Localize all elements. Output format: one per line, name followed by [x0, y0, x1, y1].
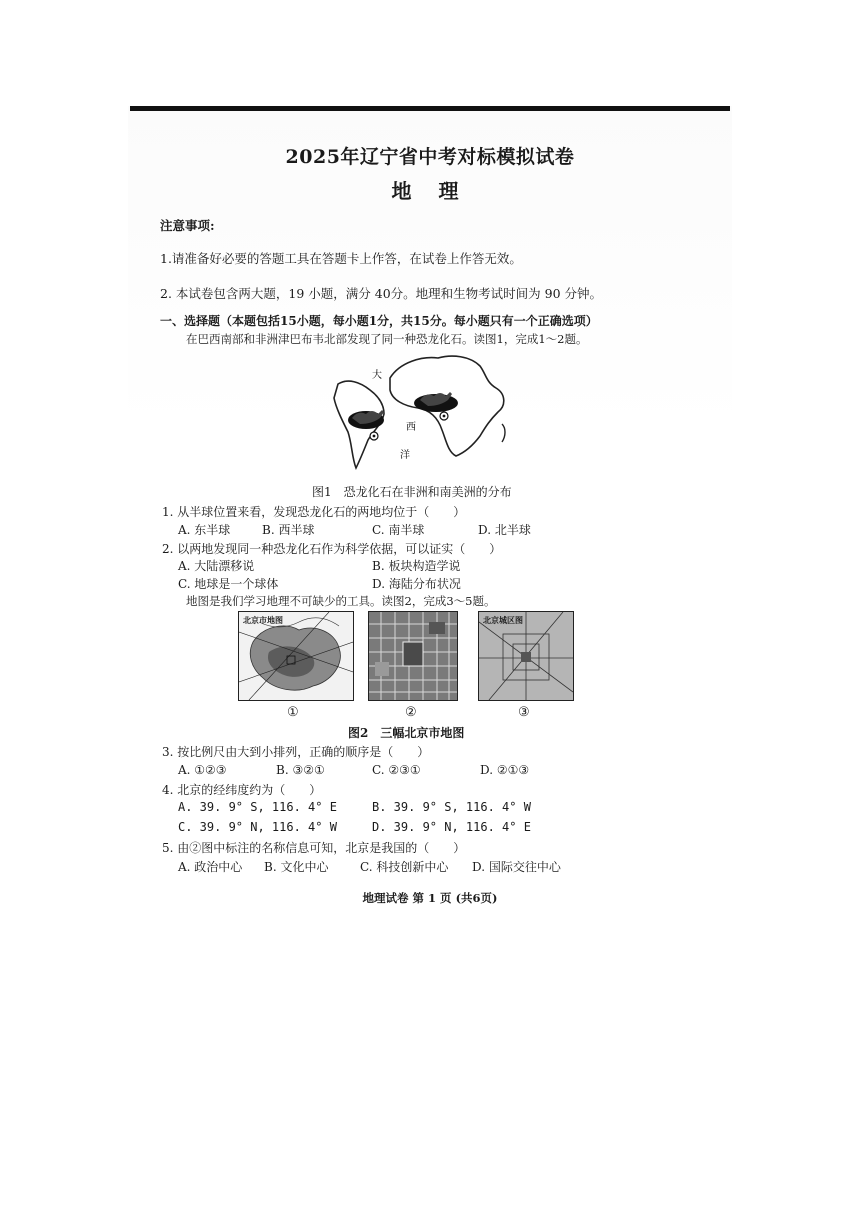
option-b[interactable]: B. 39. 9° S, 116. 4° W: [372, 800, 531, 814]
option-d[interactable]: D. ②①③: [480, 763, 530, 777]
option-a[interactable]: A. 政治中心: [178, 860, 243, 874]
question-5-stem: 5. 由②图中标注的名称信息可知，北京是我国的（ ）: [162, 841, 466, 855]
option-d[interactable]: D. 北半球: [478, 523, 531, 537]
option-a[interactable]: A. ①②③: [178, 763, 227, 777]
figure1-caption: 图1 恐龙化石在非洲和南美洲的分布: [312, 485, 512, 499]
map-3-title: 北京城区图: [483, 615, 523, 625]
map-2-number: ②: [405, 705, 417, 720]
notice-item-1: 1.请准备好必要的答题工具在答题卡上作答，在试卷上作答无效。: [160, 251, 522, 266]
option-b[interactable]: B. 文化中心: [264, 860, 329, 874]
notice-item-2: 2. 本试卷包含两大题，19 小题，满分 40分。地理和生物考试时间为 90 分钟。: [160, 286, 603, 301]
question-4-stem: 4. 北京的经纬度约为（ ）: [162, 783, 322, 797]
option-b[interactable]: B. 板块构造学说: [372, 559, 461, 573]
question-3-stem: 3. 按比例尺由大到小排列，正确的顺序是（ ）: [162, 745, 430, 759]
option-a[interactable]: A. 39. 9° S, 116. 4° E: [178, 800, 337, 814]
figure2-caption: 图2 三幅北京市地图: [348, 726, 465, 740]
option-b[interactable]: B. 西半球: [262, 523, 315, 537]
option-c[interactable]: C. 科技创新中心: [360, 860, 449, 874]
ocean-label-1: 大: [372, 370, 382, 381]
option-b[interactable]: B. ③②①: [276, 763, 325, 777]
beijing-map-2: [368, 611, 458, 701]
beijing-map-1: [238, 611, 354, 701]
ocean-label-2: 西: [406, 422, 416, 433]
notice-heading: 注意事项:: [160, 218, 215, 233]
figure1-map: [330, 348, 530, 473]
question-2-stem: 2. 以两地发现同一种恐龙化石作为科学依据，可以证实（ ）: [162, 542, 502, 556]
option-c[interactable]: C. ②③①: [372, 763, 421, 777]
option-d[interactable]: D. 39. 9° N, 116. 4° E: [372, 820, 531, 834]
option-c[interactable]: C. 39. 9° N, 116. 4° W: [178, 820, 337, 834]
section1-heading: 一、选择题（本题包括15小题，每小题1分，共15分。每小题只有一个正确选项）: [160, 314, 598, 328]
map-1-number: ①: [287, 705, 299, 720]
question-1-stem: 1. 从半球位置来看，发现恐龙化石的两地均位于（ ）: [162, 505, 466, 519]
option-c[interactable]: C. 南半球: [372, 523, 425, 537]
option-d[interactable]: D. 海陆分布状况: [372, 577, 461, 591]
ocean-label-3: 洋: [400, 450, 410, 461]
section-intro-2: 地图是我们学习地理不可缺少的工具。读图2，完成3～5题。: [186, 594, 496, 608]
option-a[interactable]: A. 东半球: [178, 523, 231, 537]
page-footer: 地理试卷 第 1 页 (共6页): [362, 891, 498, 905]
option-a[interactable]: A. 大陆漂移说: [178, 559, 255, 573]
top-rule: [130, 106, 730, 111]
map-3-number: ③: [518, 705, 530, 720]
option-d[interactable]: D. 国际交往中心: [472, 860, 561, 874]
beijing-map-3: [478, 611, 574, 701]
subject-title: 地 理: [391, 179, 469, 203]
section1-intro: 在巴西南部和非洲津巴布韦北部发现了同一种恐龙化石。读图1，完成1～2题。: [186, 332, 588, 346]
option-c[interactable]: C. 地球是一个球体: [178, 577, 279, 591]
madagascar-outline: [502, 424, 505, 442]
exam-title: 2025年辽宁省中考对标模拟试卷: [285, 146, 575, 168]
map-1-title: 北京市地图: [243, 615, 283, 625]
